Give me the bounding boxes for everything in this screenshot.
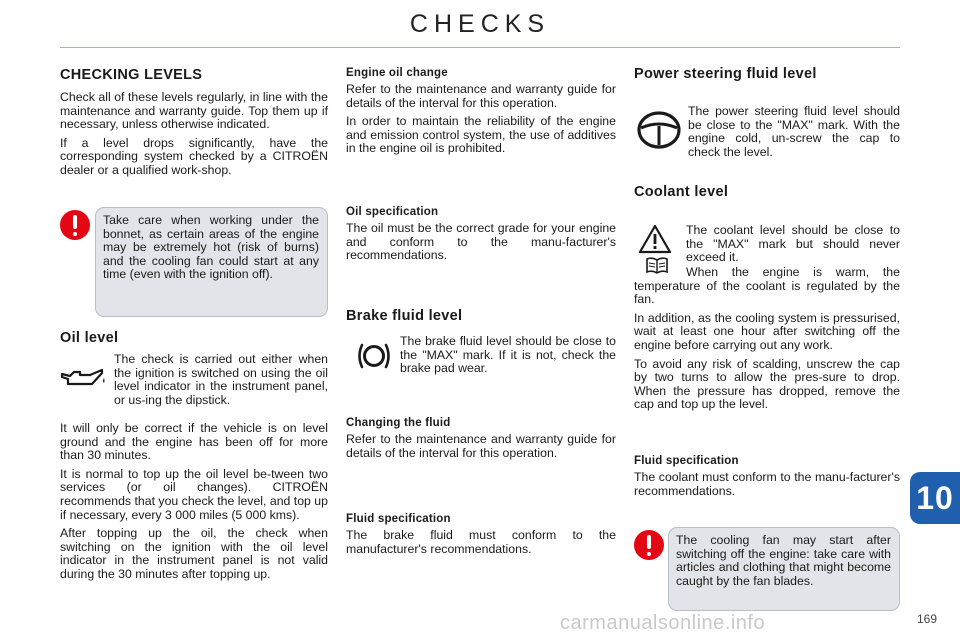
- coolant-paragraph-1: The coolant level should be close to the "MAX" mark but should never exceed it.: [686, 223, 900, 265]
- engine-oil-change-section: [346, 67, 616, 161]
- coolant-spec-section: [634, 455, 900, 503]
- engine-oil-change-paragraph-2: In order to maintain the reliability of the engine and emission control system, the use of additives in the engine oil is prohibited.: [346, 114, 616, 156]
- coolant-spec-heading: Fluid specification: [634, 455, 739, 467]
- coolant-paragraph-4: To avoid any risk of scalding, unscrew the cap by two turns to allow the pres-sure to drop. When the pressure has dropped, remove the cap and top up the level.: [634, 356, 900, 412]
- oil-level-heading: Oil level: [60, 330, 119, 346]
- intro-paragraph-2: If a level drops significantly, have the corresponding system checked by a CITROËN dealer or a qualified work-shop.: [60, 135, 328, 177]
- checking-levels-heading: CHECKING LEVELS: [60, 67, 203, 83]
- column-left: [60, 64, 328, 183]
- oil-level-intro: [114, 353, 328, 412]
- brake-fluid-body: [400, 335, 616, 381]
- hot-engine-warning-text: Take care when working under the bonnet, as certain areas of the engine may be extremely hot (risk of burns) and the cooling fan could start at any time (even with the ignition off).: [103, 213, 319, 282]
- coolant-paragraph-2: When the engine is warm, the temperature of the coolant is regulated by the fan.: [634, 265, 900, 307]
- oil-specification-paragraph: The oil must be the correct grade for your engine and conform to the manu-facturer's recommendations.: [346, 221, 616, 263]
- power-steering-paragraph: The power steering fluid level should be close to the "MAX" mark. With the engine cold, un-screw the cap to check the level.: [688, 104, 900, 159]
- coolant-intro: [686, 224, 900, 270]
- power-steering-heading: Power steering fluid level: [634, 66, 817, 82]
- cooling-fan-warning-text: The cooling fan may start after switching off the engine: take care with articles and clothing that might become caught by the fan blades.: [676, 533, 891, 588]
- watermark: carmanualsonline.info: [560, 612, 766, 634]
- coolant-warning-icon: [638, 224, 672, 254]
- intro-paragraph-1: Check all of these levels regularly, in line with the maintenance and warranty guide. Top them up if necessary, unless otherwise indicated.: [60, 90, 328, 132]
- oil-level-paragraph-3: It is normal to top up the oil level be-tween two services (or oil changes). CITROËN recommends that you check the level, and top up if necessary, every 3 000 miles (5 000 kms).: [60, 466, 328, 522]
- coolant-heading: Coolant level: [634, 184, 729, 200]
- cooling-fan-warning-box: [668, 527, 900, 611]
- page-number: 169: [916, 612, 938, 626]
- brake-icon: [356, 340, 392, 372]
- hot-engine-warning-box: [95, 207, 328, 317]
- brake-fluid-spec-section: [346, 513, 616, 561]
- changing-fluid-heading: Changing the fluid: [346, 417, 451, 429]
- changing-fluid-section: [346, 417, 616, 465]
- coolant-body: [634, 266, 900, 417]
- brake-fluid-paragraph: The brake fluid level should be close to the "MAX" mark. If it is not, check the brake pad wear.: [400, 334, 616, 376]
- oil-specification-heading: Oil specification: [346, 206, 439, 218]
- coolant-paragraph-3: In addition, as the cooling system is pressurised, wait at least one hour after switching off the engine before carrying out any work.: [634, 310, 900, 352]
- engine-oil-change-heading: Engine oil change: [346, 67, 448, 79]
- steering-wheel-icon: [636, 110, 682, 150]
- oil-level-paragraph-1: The check is carried out either when the ignition is switched on using the oil level indicator in the instrument panel, or us-ing the dipstick.: [114, 352, 328, 407]
- brake-fluid-heading: Brake fluid level: [346, 308, 463, 324]
- oil-level-paragraph-4: After topping up the oil, the check when switching on the ignition with the oil level indicator in the instrument panel is not valid during the 30 minutes after topping up.: [60, 526, 328, 581]
- engine-oil-change-paragraph-1: Refer to the maintenance and warranty guide for details of the interval for this operation.: [346, 82, 616, 110]
- warning-icon: [60, 210, 90, 240]
- page-title: CHECKS: [409, 10, 551, 38]
- title-divider: [60, 47, 900, 48]
- oil-level-body: [60, 422, 328, 587]
- chapter-tab: 10: [910, 472, 960, 524]
- power-steering-body: [688, 105, 900, 164]
- changing-fluid-paragraph: Refer to the maintenance and warranty guide for details of the interval for this operation.: [346, 432, 616, 460]
- oil-level-paragraph-2: It will only be correct if the vehicle is on level ground and the engine has been off for more than 30 minutes.: [60, 421, 328, 463]
- brake-fluid-spec-paragraph: The brake fluid must conform to the manufacturer's recommendations.: [346, 528, 616, 556]
- brake-fluid-spec-heading: Fluid specification: [346, 513, 451, 525]
- oil-can-icon: [60, 366, 106, 392]
- oil-specification-section: [346, 206, 616, 268]
- coolant-spec-paragraph: The coolant must conform to the manu-facturer's recommendations.: [634, 470, 900, 498]
- warning-icon: [634, 530, 664, 560]
